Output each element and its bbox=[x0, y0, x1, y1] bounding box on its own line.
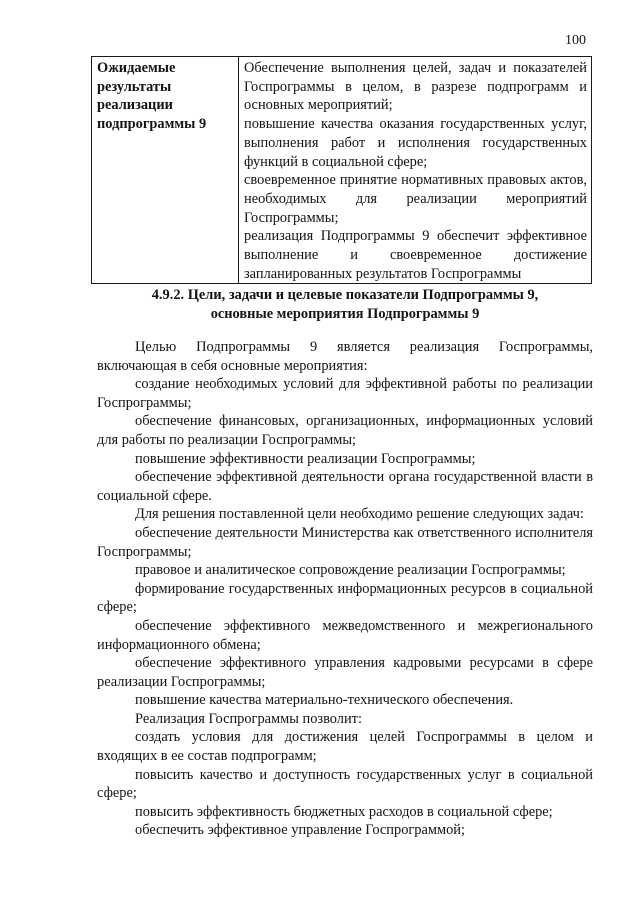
body-paragraph: обеспечение деятельности Министерства как ответственного исполнителя Госпрограммы; bbox=[97, 524, 593, 560]
page-number: 100 bbox=[565, 33, 586, 48]
body-paragraph: Целью Подпрограммы 9 является реализация Госпрограммы, включающая в себя основные мероприятия: bbox=[97, 339, 593, 374]
body-paragraph: Для решения поставленной цели необходимо решение следующих задач: bbox=[135, 506, 584, 523]
row-content-expected-results bbox=[239, 57, 592, 284]
body-paragraph: обеспечение финансовых, организационных, информационных условий для работы по реализации Госпрограммы; bbox=[97, 413, 593, 448]
body-paragraph: обеспечение эффективного управления кадровыми ресурсами в сфере реализации Госпрограммы; bbox=[97, 655, 593, 690]
body-paragraph: повысить качество и доступность государственных услуг в социальной сфере; bbox=[97, 766, 593, 802]
body-paragraph: повышение эффективности реализации Госпрограммы; bbox=[135, 450, 476, 467]
body-paragraph: обеспечение эффективного межведомственного и межрегионального информационного обмена; bbox=[97, 617, 593, 653]
results-paragraph: своевременное принятие нормативных правовых актов, необходимых для реализации мероприятий Госпрограммы; bbox=[244, 172, 587, 226]
body-paragraph: повысить эффективность бюджетных расходов в социальной сфере; bbox=[135, 803, 553, 820]
section-heading-line: 4.9.2. Цели, задачи и целевые показатели Подпрограммы 9, bbox=[151, 287, 539, 303]
body-paragraph: обеспечить эффективное управление Госпрограммой; bbox=[135, 822, 465, 839]
body-text bbox=[97, 338, 593, 840]
table-row bbox=[92, 57, 592, 284]
body-paragraph: создать условия для достижения целей Госпрограммы в целом и входящих в ее состав подпрограмм; bbox=[97, 729, 593, 765]
body-paragraph: обеспечение эффективной деятельности органа государственной власти в социальной сфере. bbox=[97, 469, 593, 504]
results-paragraph: реализация Подпрограммы 9 обеспечит эффективное выполнение и своевременное достижение запланированных результатов Госпрограммы bbox=[244, 228, 587, 282]
body-paragraph: формирование государственных информационных ресурсов в социальной сфере; bbox=[97, 580, 593, 616]
body-paragraph: правовое и аналитическое сопровождение реализации Госпрограммы; bbox=[135, 562, 566, 579]
section-heading bbox=[96, 286, 594, 323]
results-paragraph: Обеспечение выполнения целей, задач и показателей Госпрограммы в целом, в разрезе подпрограмм и основных мероприятий; bbox=[244, 60, 587, 114]
section-heading-line: основные мероприятия Подпрограммы 9 bbox=[210, 305, 480, 322]
body-paragraph: Реализация Госпрограммы позволит: bbox=[135, 710, 362, 727]
body-paragraph: создание необходимых условий для эффективной работы по реализации Госпрограммы; bbox=[97, 376, 593, 411]
body-paragraph: повышение качества материально-технического обеспечения. bbox=[135, 692, 514, 709]
expected-results-table bbox=[91, 56, 592, 284]
row-label-expected-results: Ожидаемые результаты реализации подпрограммы 9 bbox=[92, 57, 239, 284]
results-paragraph: повышение качества оказания государственных услуг, выполнения работ и исполнения государственных функций в социальной сфере; bbox=[244, 116, 587, 170]
